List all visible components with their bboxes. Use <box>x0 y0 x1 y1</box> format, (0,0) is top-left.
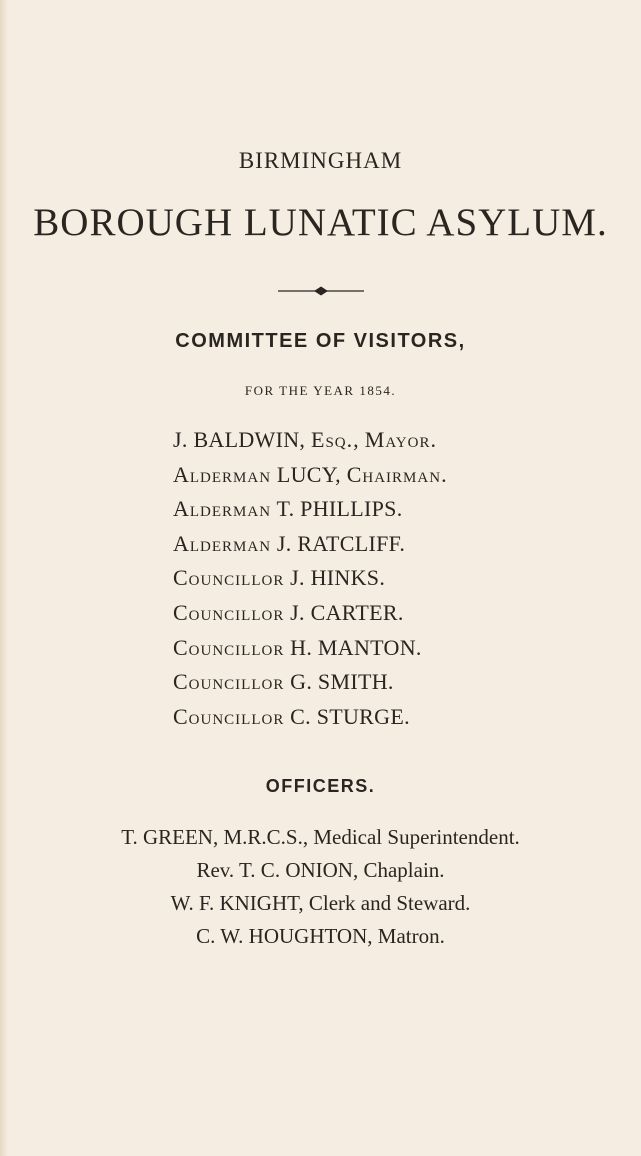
officers-heading: OFFICERS. <box>265 776 376 797</box>
officer-entry: C. W. HOUGHTON, Matron. <box>196 924 445 949</box>
officer-entry: W. F. KNIGHT, Clerk and Steward. <box>170 891 471 916</box>
committee-member: Alderman J. RATCLIFF. <box>173 530 406 556</box>
committee-member: Alderman T. PHILLIPS. <box>173 496 403 522</box>
committee-member: J. BALDWIN, Esq., Mayor. <box>173 427 437 452</box>
committee-member: Councillor C. STURGE. <box>173 703 410 729</box>
committee-member: Councillor J. HINKS. <box>173 565 386 591</box>
committee-member: Councillor J. CARTER. <box>173 599 404 625</box>
ornamental-rule <box>278 285 364 297</box>
committee-member: Councillor G. SMITH. <box>173 669 394 695</box>
committee-list <box>173 423 641 734</box>
page-edge-shadow <box>0 0 8 1156</box>
committee-member: Councillor H. MANTON. <box>173 634 422 660</box>
document-title: BOROUGH LUNATIC ASYLUM. <box>33 201 608 244</box>
officers-list <box>0 821 641 953</box>
officer-entry: T. GREEN, M.R.C.S., Medical Superintendent. <box>121 825 520 850</box>
committee-member: Alderman LUCY, Chairman. <box>173 461 447 487</box>
committee-heading: COMMITTEE OF VISITORS, <box>175 330 466 352</box>
place-heading: BIRMINGHAM <box>238 148 403 173</box>
officer-entry: Rev. T. C. ONION, Chaplain. <box>196 858 445 883</box>
year-line: FOR THE YEAR 1854. <box>244 383 397 398</box>
